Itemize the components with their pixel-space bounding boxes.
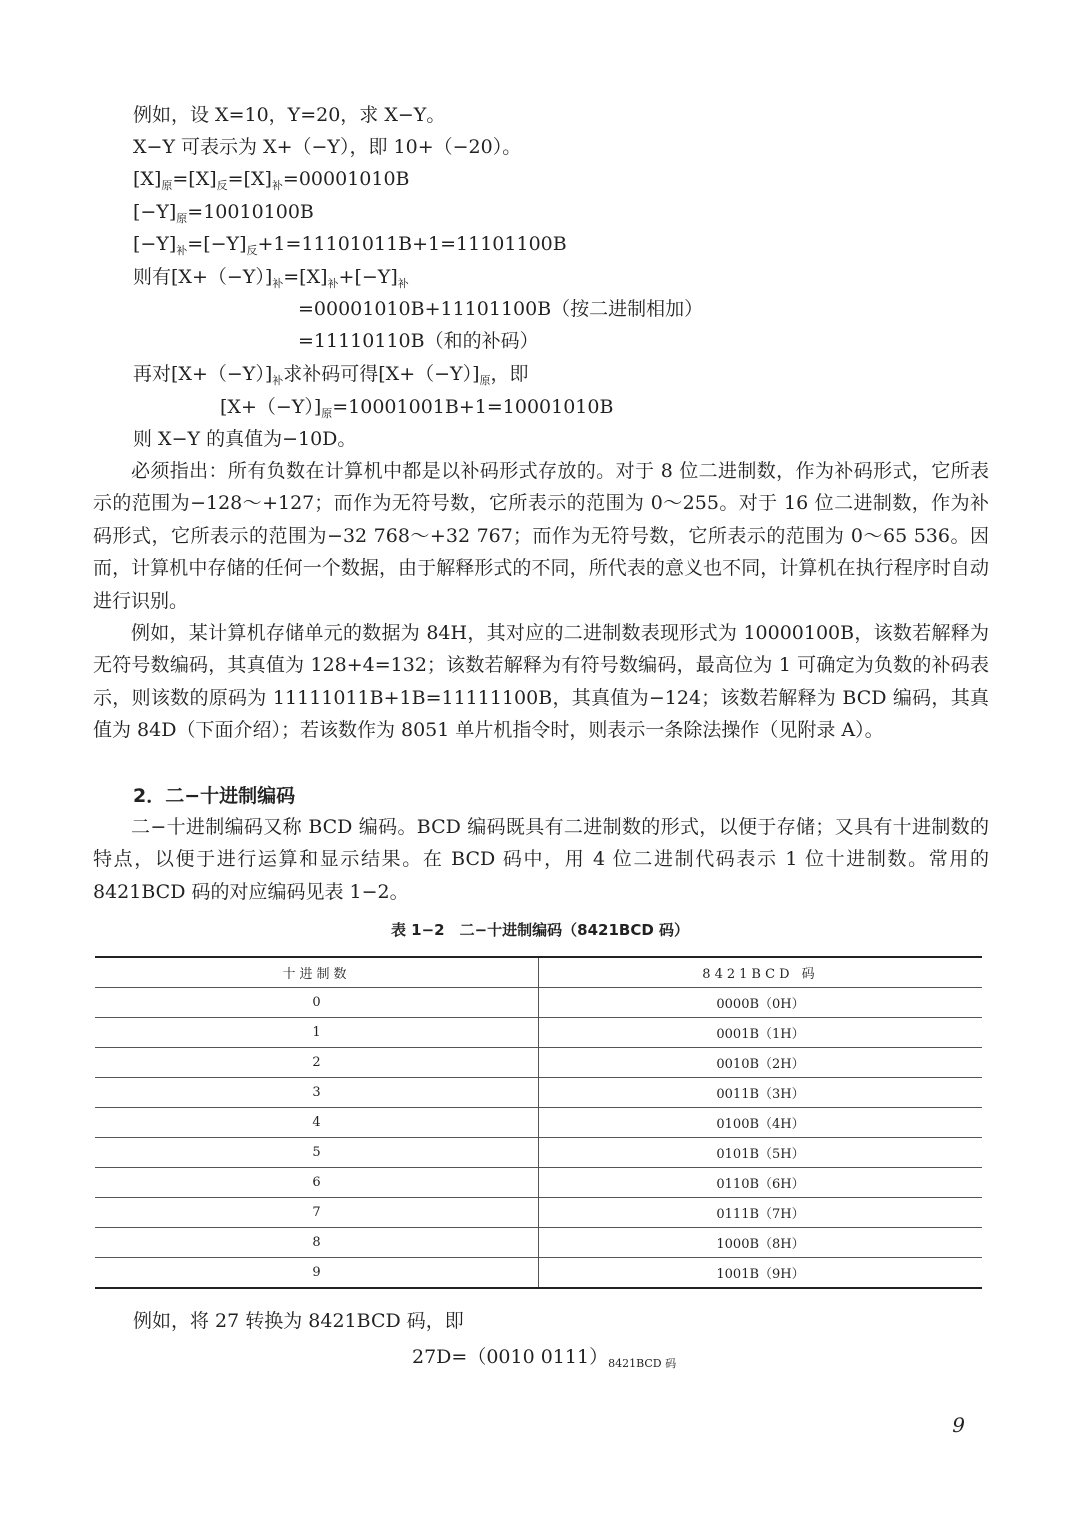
- table-row: [95, 1228, 982, 1258]
- table-row: [95, 1138, 982, 1168]
- bcd-cell: 0001B（1H）: [539, 1018, 983, 1048]
- bcd-cell: 0100B（4H）: [539, 1108, 983, 1138]
- bcd-cell: 0010B（2H）: [539, 1048, 983, 1078]
- table-row: [95, 1078, 982, 1108]
- table-header-row: [95, 957, 982, 988]
- decimal-cell: 9: [95, 1258, 539, 1289]
- bcd-cell: 0110B（6H）: [539, 1168, 983, 1198]
- conversion-example-text: 例如，将 27 转换为 8421BCD 码，即: [133, 1310, 464, 1332]
- decimal-cell: 1: [95, 1018, 539, 1048]
- decimal-cell: 2: [95, 1048, 539, 1078]
- table-row: [95, 1108, 982, 1138]
- example-line-11: 则 X−Y 的真值为−10D。: [133, 428, 357, 450]
- table-row: [95, 1258, 982, 1289]
- bcd-cell: 0000B（0H）: [539, 988, 983, 1018]
- example-line-7: =00001010B+11101100B（按二进制相加）: [298, 298, 704, 320]
- decimal-cell: 5: [95, 1138, 539, 1168]
- section-heading: 2．二−十进制编码: [133, 785, 296, 807]
- conversion-formula: 27D=（0010 $0111)_{8421BCD 码}$: [412, 1346, 677, 1370]
- paragraph-84h-example: 例如，某计算机存储单元的数据为 84H，其对应的二进制数表现形式为 10000100B，该数若解释为无符号数编码，其真值为 128+4=132；该数若解释为有符号数编码，最高位为 1 可确定为负数的补码表示，则该数的原码为 11111011B+1B=11111100B，其真值为−124；该数若解释为 BCD 编码，其真值为 84D（下面介绍）；若该数作为 8051 单片机指令时，则表示一条除法操作（见附录 A）。: [93, 622, 989, 742]
- decimal-cell: 8: [95, 1228, 539, 1258]
- example-line-8: =11110110B（和的补码）: [298, 330, 539, 352]
- paragraph-bcd-intro: 二−十进制编码又称 BCD 编码。BCD 编码既具有二进制数的形式，以便于存储；又具有十进制数的特点，以便于进行运算和显示结果。在 BCD 码中，用 4 位二进制代码表示 1 位十进制数。常用的 8421BCD 码的对应编码见表 1−2。: [93, 816, 989, 903]
- table-caption: 表 1−2 二−十进制编码（8421BCD 码）: [390, 921, 690, 939]
- decimal-cell: 6: [95, 1168, 539, 1198]
- table-row: [95, 1198, 982, 1228]
- example-line-4: $[-Y]_原=10010100B$: [133, 201, 314, 225]
- decimal-cell: 3: [95, 1078, 539, 1108]
- example-line-6: 则有$[X+(-Y)]_补=[X]_补+[-Y]_补$: [133, 266, 409, 290]
- bcd-cell: 0111B（7H）: [539, 1198, 983, 1228]
- example-line-1: 例如，设 X=10，Y=20，求 X−Y。: [133, 104, 446, 126]
- bcd-cell: 0011B（3H）: [539, 1078, 983, 1108]
- table-row: [95, 988, 982, 1018]
- header-bcd: 8421BCD 码: [539, 957, 983, 988]
- paragraph-complement-note: 必须指出：所有负数在计算机中都是以补码形式存放的。对于 8 位二进制数，作为补码形式，它所表示的范围为−128～+127；而作为无符号数，它所表示的范围为 0～255。对于 16 位二进制数，作为补码形式，它所表示的范围为−32 768～+32 767；而作为无符号数，它所表示的范围为 0～65 536。因而，计算机中存储的任何一个数据，由于解释形式的不同，所代表的意义也不同，计算机在执行程序时自动进行识别。: [93, 460, 989, 612]
- bcd-cell: 1000B（8H）: [539, 1228, 983, 1258]
- example-line-9: 再对$[X+(-Y)]_补$求补码可得$[X+(-Y)]_原$，即: [133, 363, 529, 387]
- example-line-10: $[X+(-Y)]_原=10001001B+1=10001010B$: [220, 396, 614, 420]
- example-line-2: X−Y 可表示为 X+（−Y），即 10+（−20）。: [133, 136, 522, 158]
- bcd-cell: 1001B（9H）: [539, 1258, 983, 1289]
- page-number: 9: [952, 1413, 965, 1437]
- table-row: [95, 1048, 982, 1078]
- decimal-cell: 0: [95, 988, 539, 1018]
- example-line-5: $[-Y]_补=[-Y]_反+1=11101011B+1=11101100B$: [133, 233, 567, 257]
- decimal-cell: 7: [95, 1198, 539, 1228]
- bcd-cell: 0101B（5H）: [539, 1138, 983, 1168]
- table-row: [95, 1018, 982, 1048]
- decimal-cell: 4: [95, 1108, 539, 1138]
- table-row: [95, 1168, 982, 1198]
- bcd-table: [95, 956, 982, 1289]
- header-decimal: 十进制数: [95, 957, 539, 988]
- example-line-3: $[X]_原=[X]_反=[X]_补=00001010B$: [133, 168, 410, 192]
